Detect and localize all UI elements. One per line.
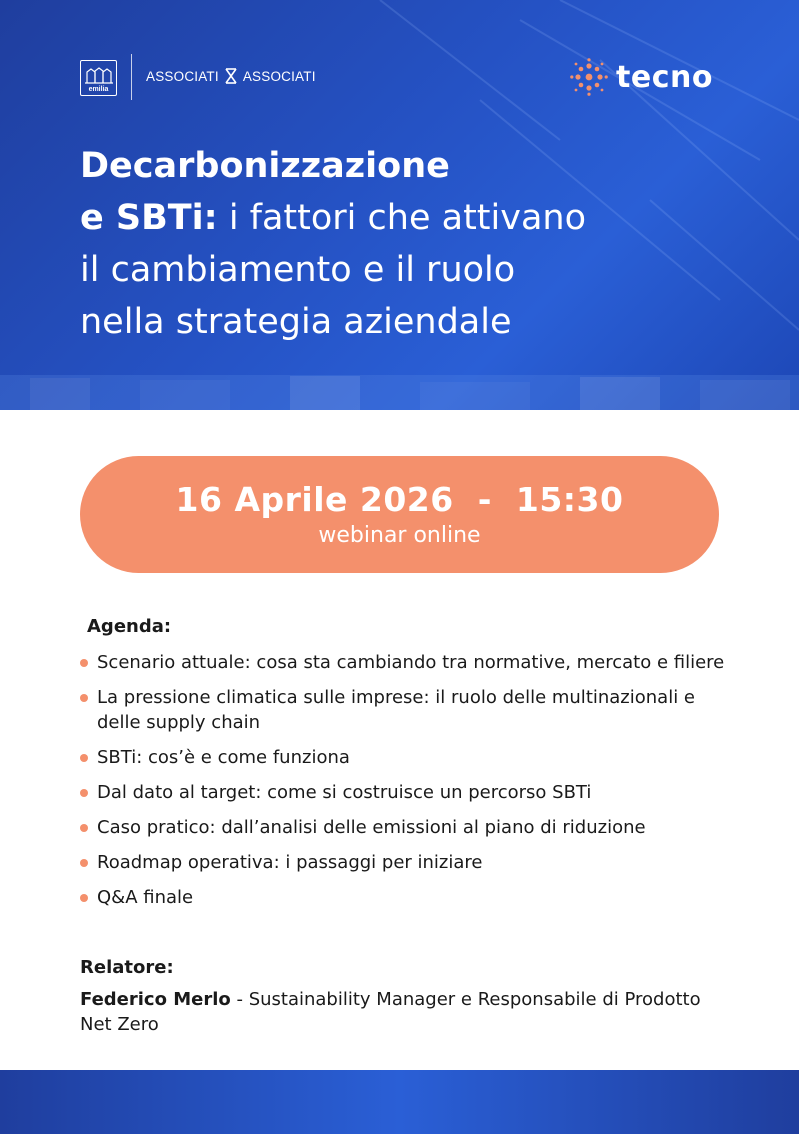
bullet-dot-icon <box>80 694 88 702</box>
title-bold-line-1: Decarbonizzazione <box>80 146 450 186</box>
speaker-name: Federico Merlo <box>80 989 231 1010</box>
footer-band <box>0 1070 799 1134</box>
agenda-item-text: Caso pratico: dall’analisi delle emissioni al piano di riduzione <box>97 817 646 838</box>
agenda-item <box>80 650 740 675</box>
agenda-heading: Agenda: <box>87 616 172 637</box>
agenda-item <box>80 745 740 770</box>
bullet-dot-icon <box>80 754 88 762</box>
tecno-logo <box>570 58 713 96</box>
emilia-logo <box>80 60 117 96</box>
associati-emblem-icon <box>223 67 239 85</box>
event-format: webinar online <box>318 523 481 548</box>
associati-logo <box>146 67 316 85</box>
bullet-dot-icon <box>80 789 88 797</box>
title-line-2-rest: i fattori che attivano <box>217 198 586 238</box>
agenda-item <box>80 850 740 875</box>
tecno-wordmark: tecno <box>616 59 713 95</box>
bullet-dot-icon <box>80 859 88 867</box>
agenda-item-text: Q&A finale <box>97 887 194 908</box>
agenda-item-text: SBTi: cos’è e come funziona <box>97 747 350 768</box>
agenda-item <box>80 815 740 840</box>
emilia-logo-label: emilia <box>88 86 109 93</box>
event-date-pill <box>80 456 719 573</box>
speaker-info <box>80 987 720 1037</box>
title-line-4: nella strategia aziendale <box>80 302 512 342</box>
bullet-dot-icon <box>80 659 88 667</box>
agenda-item <box>80 685 740 735</box>
agenda-item-text: Roadmap operativa: i passaggi per iniziare <box>97 852 483 873</box>
title-bold-line-2: e SBTi: <box>80 198 218 238</box>
associati-right-label: ASSOCIATI <box>242 68 316 84</box>
title-line-3: il cambiamento e il ruolo <box>80 250 516 290</box>
agenda-item-text: Dal dato al target: come si costruisce un percorso SBTi <box>97 782 592 803</box>
hero-banner <box>0 0 799 410</box>
agenda-item-text: La pressione climatica sulle imprese: il ruolo delle multinazionali e delle supply chain <box>97 687 696 733</box>
bullet-dot-icon <box>80 824 88 832</box>
page-title <box>80 140 740 348</box>
logo-divider <box>131 54 132 100</box>
speaker-heading: Relatore: <box>80 957 174 978</box>
event-date-time: 16 Aprile 2026 - 15:30 <box>175 480 624 519</box>
tecno-dots-icon <box>570 58 608 96</box>
bullet-dot-icon <box>80 894 88 902</box>
agenda-item <box>80 780 740 805</box>
building-icon <box>82 65 116 85</box>
agenda-item <box>80 885 740 910</box>
agenda-list <box>80 650 740 920</box>
speaker-role: - Sustainability Manager e Responsabile di Prodotto Net Zero <box>80 989 701 1035</box>
associati-left-label: ASSOCIATI <box>146 68 219 84</box>
agenda-item-text: Scenario attuale: cosa sta cambiando tra normative, mercato e filiere <box>97 652 725 673</box>
